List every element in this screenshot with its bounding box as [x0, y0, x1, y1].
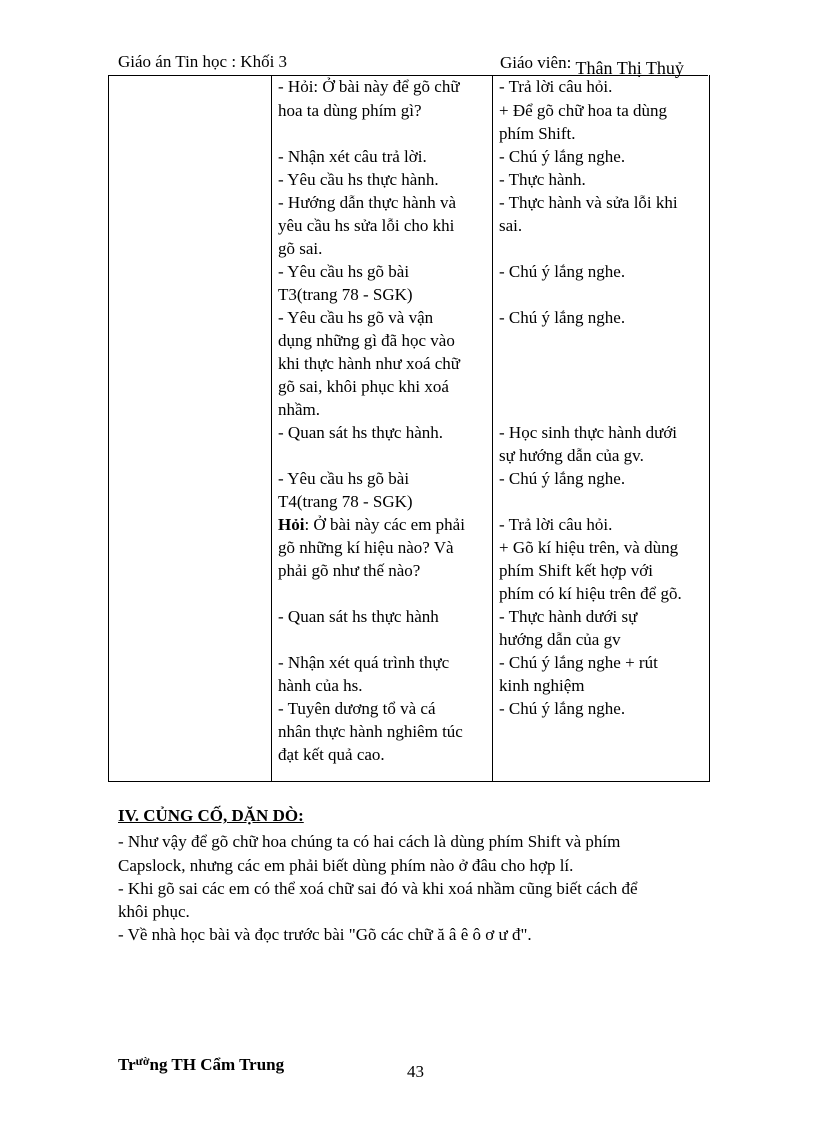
- question-text: : Ở bài này các em phải: [304, 515, 465, 534]
- student-line: - Chú ý lắng nghe.: [499, 699, 626, 718]
- teacher-line: - Yêu cầu hs gõ bài: [278, 469, 410, 488]
- student-line: + Để gõ chữ hoa ta dùng: [499, 101, 667, 120]
- teacher-line: gõ những kí hiệu nào? Và: [278, 538, 454, 557]
- teacher-line: - Hướng dẫn thực hành và: [278, 193, 457, 212]
- teacher-line: hành của hs.: [278, 676, 363, 695]
- teacher-line: nhân thực hành nghiêm túc: [278, 722, 463, 741]
- student-line: + Gõ kí hiệu trên, và dùng: [499, 538, 679, 557]
- section-line: - Khi gõ sai các em có thể xoá chữ sai đó và khi xoá nhầm cũng biết cách để: [118, 879, 638, 898]
- teacher-label: Giáo viên:: [500, 53, 572, 72]
- teacher-line: - Yêu cầu hs gõ và vận: [278, 308, 434, 327]
- student-line: - Trả lời câu hỏi.: [499, 77, 613, 96]
- student-line: kinh nghiệm: [499, 676, 585, 695]
- teacher-line: - Yêu cầu hs thực hành.: [278, 170, 439, 189]
- section-line: Capslock, nhưng các em phải biết dùng phím nào ở đâu cho hợp lí.: [118, 856, 574, 875]
- student-line: - Học sinh thực hành dưới: [499, 423, 678, 442]
- student-line: phím có kí hiệu trên để gõ.: [499, 584, 682, 603]
- footer-school-name: [118, 1055, 284, 1075]
- student-line: sai.: [499, 216, 523, 235]
- column-divider-1: [271, 75, 272, 781]
- lesson-table: [108, 75, 710, 782]
- school-name-part: ng TH Cẩm Trung: [149, 1055, 285, 1074]
- teacher-line: - Nhận xét quá trình thực: [278, 653, 450, 672]
- student-line: - Thực hành và sửa lỗi khi: [499, 193, 678, 212]
- teacher-line: gõ sai, khôi phục khi xoá: [278, 377, 449, 396]
- school-name-part: ườ: [135, 1054, 150, 1068]
- student-line: - Trả lời câu hỏi.: [499, 515, 613, 534]
- student-line: - Thực hành.: [499, 170, 586, 189]
- page-number: 43: [407, 1062, 424, 1081]
- section-line: khôi phục.: [118, 902, 190, 921]
- teacher-name: Thân Thị Thuỷ: [575, 58, 684, 78]
- teacher-line: - Tuyên dương tổ và cá: [278, 699, 436, 718]
- student-line: - Chú ý lắng nghe.: [499, 308, 626, 327]
- section-title: IV. CỦNG CỐ, DẶN DÒ:: [118, 806, 304, 825]
- teacher-line: đạt kết quả cao.: [278, 745, 385, 764]
- teacher-line: T3(trang 78 - SGK): [278, 285, 413, 304]
- teacher-line: - Hỏi: Ở bài này để gõ chữ: [278, 77, 460, 96]
- school-name-part: Tr: [118, 1055, 136, 1074]
- student-line: - Chú ý lắng nghe.: [499, 147, 626, 166]
- student-line: - Chú ý lắng nghe.: [499, 262, 626, 281]
- student-line: phím Shift.: [499, 124, 576, 143]
- question-label: Hỏi: [278, 515, 305, 534]
- student-line: - Chú ý lắng nghe + rút: [499, 653, 658, 672]
- teacher-line: T4(trang 78 - SGK): [278, 492, 413, 511]
- student-line: - Chú ý lắng nghe.: [499, 469, 626, 488]
- teacher-line: dụng những gì đã học vào: [278, 331, 455, 350]
- teacher-line: - Quan sát hs thực hành.: [278, 423, 444, 442]
- section-line: - Như vậy để gõ chữ hoa chúng ta có hai cách là dùng phím Shift và phím: [118, 832, 621, 851]
- student-line: - Thực hành dưới sự: [499, 607, 638, 626]
- teacher-line: phải gõ như thế nào?: [278, 561, 421, 580]
- teacher-line: [278, 513, 465, 536]
- teacher-line: gõ sai.: [278, 239, 323, 258]
- header-lesson-title: Giáo án Tin học : Khối 3: [118, 52, 288, 71]
- teacher-line: hoa ta dùng phím gì?: [278, 101, 422, 120]
- teacher-line: nhầm.: [278, 400, 321, 419]
- teacher-line: khi thực hành như xoá chữ: [278, 354, 461, 373]
- student-line: sự hướng dẫn của gv.: [499, 446, 644, 465]
- student-line: phím Shift kết hợp với: [499, 561, 653, 580]
- teacher-line: - Quan sát hs thực hành: [278, 607, 439, 626]
- student-line: hướng dẫn của gv: [499, 630, 621, 649]
- column-divider-2: [492, 75, 493, 781]
- teacher-line: yêu cầu hs sửa lỗi cho khi: [278, 216, 455, 235]
- teacher-line: - Yêu cầu hs gõ bài: [278, 262, 410, 281]
- header-teacher: [500, 52, 684, 78]
- teacher-line: - Nhận xét câu trả lời.: [278, 147, 427, 166]
- section-line: - Về nhà học bài và đọc trước bài "Gõ các chữ ă â ê ô ơ ư đ".: [118, 925, 532, 944]
